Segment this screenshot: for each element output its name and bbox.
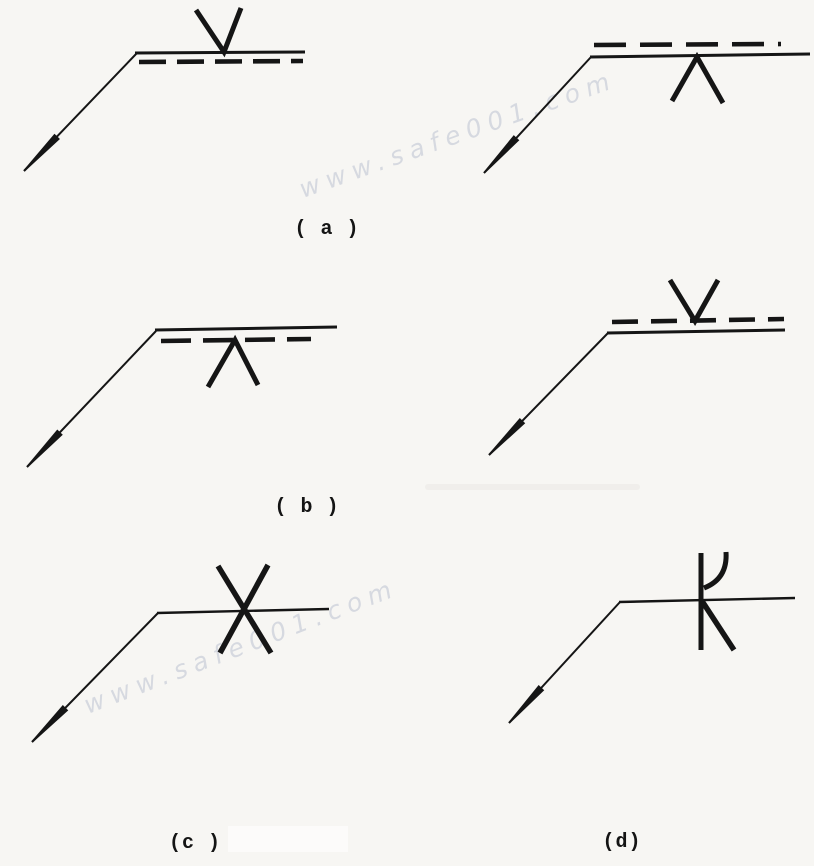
panel-label-c: (c ) [168,832,222,855]
reference-line-solid [155,327,337,330]
leader-arrow-line [24,53,137,171]
v-groove-symbol-icon [670,280,718,321]
v-groove-symbol-icon [208,340,258,387]
reference-line-solid [619,598,795,602]
reference-line-solid [607,330,785,333]
panel-label-a: ( a ) [294,218,360,241]
scan-smudge [425,484,640,490]
panel-label-b: ( b ) [274,496,340,519]
diagram-b-left [27,327,337,467]
watermark-text-bottom: www.safe001.com [79,572,403,720]
v-groove-symbol-icon [196,8,241,52]
reference-line-dashed [139,61,303,62]
reference-line-solid [590,54,810,57]
diagram-b-right [489,280,785,455]
reference-line-dashed [594,44,781,45]
watermark-text-top: www.safe001.com [295,64,621,204]
v-groove-symbol-icon [672,57,723,103]
diagram-d [509,552,795,723]
leader-arrow-line [489,333,608,455]
reference-line-solid [135,52,305,53]
leader-arrow-line [27,331,156,467]
scan-light-patch [228,826,348,852]
leader-arrow-line [509,602,620,723]
panel-label-d: (d) [602,831,642,854]
diagram-a-left [24,8,305,171]
